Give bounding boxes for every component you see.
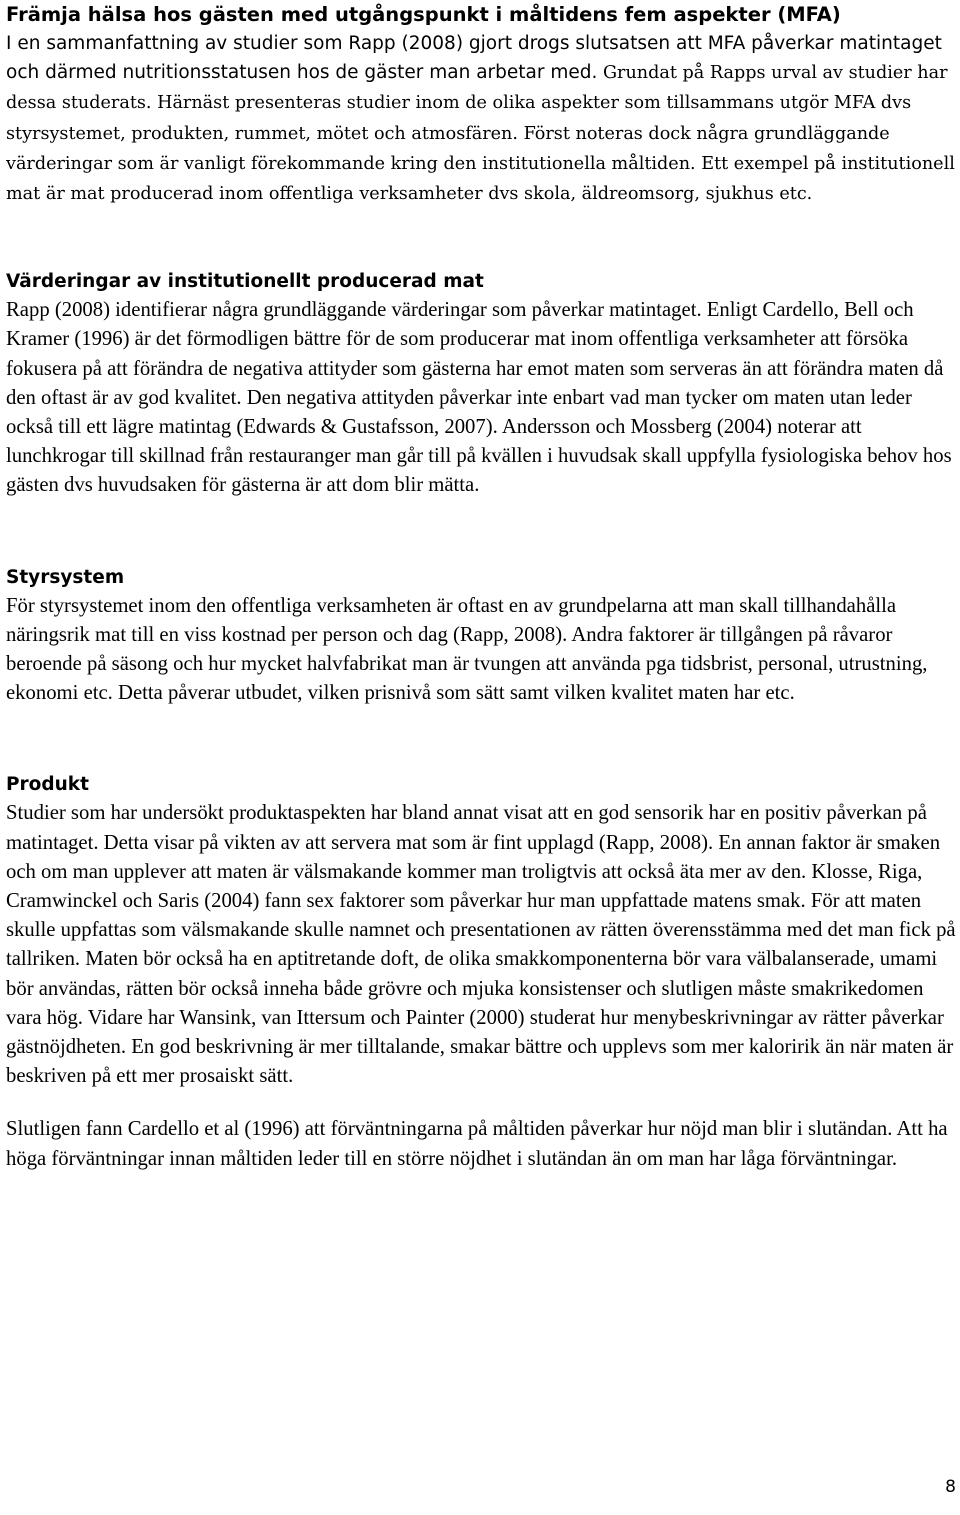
spacer bbox=[6, 501, 956, 563]
spacer bbox=[6, 209, 956, 267]
intro-paragraph bbox=[6, 29, 956, 209]
section-product bbox=[6, 770, 956, 1173]
page-number: 8 bbox=[945, 1477, 956, 1497]
spacer bbox=[6, 1091, 956, 1115]
intro-text-serif: Grundat på Rapps urval av studier har dessa studerats. Härnäst presenteras studier inom de olika aspekter som tillsammans utgör MFA dvs styrsystemet, produkten, rummet, mötet och atmosfären. Först noteras dock några grundläggande värderingar som är vanligt förekommande kring den institutionella måltiden. Ett exempel på institutionell mat är mat producerad inom offentliga verksamheter dvs skola, äldreomsorg, sjukhus etc. bbox=[6, 63, 955, 205]
section-heading-values: Värderingar av institutionellt producerad mat bbox=[6, 271, 484, 293]
section-text-product-conclusion: Slutligen fann Cardello et al (1996) att förväntningarna på måltiden påverkar hur nöjd man blir i slutändan. Att ha höga förväntningar innan måltiden leder till en större nöjdhet i slutändan än om man har låga förväntningar. bbox=[6, 1118, 948, 1170]
section-text-values: Rapp (2008) identifierar några grundläggande värderingar som påverkar matintaget. Enligt Cardello, Bell och Kramer (1996) är det förmodligen bättre för de som producerar mat inom offentliga verksamheter att försöka fokusera på att förändra de negativa attityder som gästerna har emot maten som serveras än att förändra maten då den oftast är av god kvalitet. Den negativa attityden påverkar inte enbart vad man tycker om maten utan leder också till ett lägre matintag (Edwards & Gustafsson, 2007). Andersson och Mossberg (2004) noterar att lunchkrogar till skillnad från restauranger man går till på kvällen i huvudsak skall uppfylla fysiologiska behov hos gästen dvs huvudsaken för gästerna är att dom blir mätta. bbox=[6, 299, 952, 497]
intro-text-sans: I en sammanfattning av studier som Rapp (2008) gjort drogs slutsatsen att MFA påverkar matintaget och därmed nutritionsstatusen hos de gäster man arbetar med. bbox=[6, 33, 942, 84]
section-heading-control-system: Styrsystem bbox=[6, 566, 125, 588]
section-heading-product: Produkt bbox=[6, 774, 89, 796]
section-control-system bbox=[6, 563, 956, 709]
section-text-control-system: För styrsystemet inom den offentliga verksamheten är oftast en av grundpelarna att man skall tillhandahålla näringsrik mat till en viss kostnad per person och dag (Rapp, 2008). Andra faktorer är tillgången på råvaror beroende på säsong och hur mycket halvfabrikat man är tvungen att använda pga tidsbrist, personal, utrustning, ekonomi etc. Detta påverar utbudet, vilken prisnivå som sätt samt vilken kvalitet maten har etc. bbox=[6, 594, 928, 705]
document-title: Främja hälsa hos gästen med utgångspunkt i måltidens fem aspekter (MFA) bbox=[6, 3, 841, 26]
spacer bbox=[6, 708, 956, 770]
section-values bbox=[6, 267, 956, 500]
section-text-product: Studier som har undersökt produktaspekten har bland annat visat att en god sensorik har en positiv påverkan på matintaget. Detta visar på vikten av att servera mat som är fint upplagd (Rapp, 2008). En annan faktor är smaken och om man upplever att maten är välsmakande kommer man troligtvis att också äta mer av den. Klosse, Riga, Cramwinckel och Saris (2004) fann sex faktorer som påverkar hur man uppfattade matens smak. För att maten skulle uppfattas som välsmakande skulle namnet och presentationen av rätten överensstämma med det man fick på tallriken. Maten bör också ha en aptitretande doft, de olika smakkomponenterna bör vara välbalanserade, umami bör användas, rätten bör också inneha både grövre och mjuka konsistenser och slutligen måste smakrikedomen vara hög. Vidare har Wansink, van Ittersum och Painter (2000) studerat hur menybeskrivningar av rätter påverkar gästnöjdheten. En god beskrivning är mer tilltalande, smakar bättre och upplevs som mer kaloririk än när maten är beskriven på ett mer prosaiskt sätt. bbox=[6, 802, 956, 1088]
